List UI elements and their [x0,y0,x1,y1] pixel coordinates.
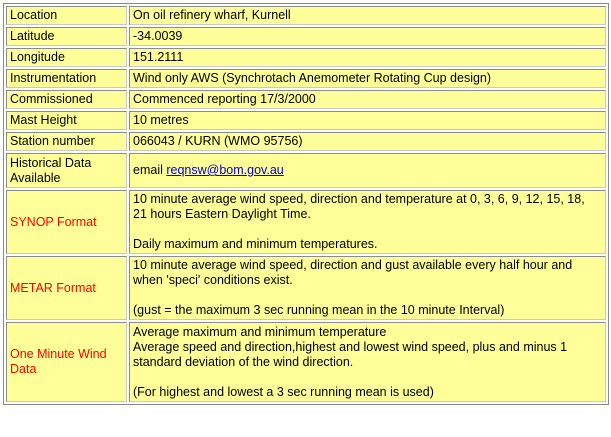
metar-line-1: 10 minute average wind speed, direction and gust available every half hour and when 'speci' conditions exist. [133,258,573,287]
one-minute-line-2: Average speed and direction,highest and lowest wind speed, plus and minus 1 standard deviation of the wind direction. [133,339,568,369]
station-info-table [3,3,609,405]
synop-line-1: 10 minute average wind speed, direction and temperature at 0, 3, 6, 9, 12, 15, 18, 21 hours Eastern Daylight Time. [133,192,585,221]
metar-format-value [129,256,606,320]
one-minute-line-1: Average maximum and minimum temperature [133,324,387,339]
paragraph-gap [133,288,602,303]
email-link[interactable]: reqnsw@bom.gov.au [166,163,284,177]
paragraph-gap [133,370,602,385]
station-number-value: 066043 / KURN (WMO 95756) [129,132,606,151]
email-prefix: email [133,163,163,177]
synop-format-value [129,190,606,254]
metar-format-label: METAR Format [6,256,127,320]
table-row [6,90,606,109]
location-value: On oil refinery wharf, Kurnell [129,6,606,25]
table-row [6,27,606,46]
commissioned-value: Commenced reporting 17/3/2000 [129,90,606,109]
synop-line-2: Daily maximum and minimum temperatures. [133,237,378,251]
table-row [6,69,606,88]
metar-line-2: (gust = the maximum 3 sec running mean in the 10 minute Interval) [133,303,505,317]
table-row [6,256,606,320]
synop-format-label: SYNOP Format [6,190,127,254]
table-row [6,132,606,151]
instrumentation-value: Wind only AWS (Synchrotach Anemometer Rotating Cup design) [129,69,606,88]
one-minute-line-3: (For highest and lowest a 3 sec running mean is used) [133,384,434,399]
paragraph-gap [133,222,602,237]
table-row [6,153,606,188]
table-row [6,48,606,67]
historical-data-value [129,153,606,188]
table-row [6,190,606,254]
one-minute-wind-label: One Minute Wind Data [6,322,127,402]
instrumentation-label: Instrumentation [6,69,127,88]
latitude-value: -34.0039 [129,27,606,46]
one-minute-wind-value [129,322,606,402]
station-number-label: Station number [6,132,127,151]
table-row [6,111,606,130]
longitude-value: 151.2111 [129,48,606,67]
longitude-label: Longitude [6,48,127,67]
commissioned-label: Commissioned [6,90,127,109]
latitude-label: Latitude [6,27,127,46]
historical-data-label: Historical Data Available [6,153,127,188]
table-row [6,322,606,402]
table-row [6,6,606,25]
location-label: Location [6,6,127,25]
mast-height-value: 10 metres [129,111,606,130]
mast-height-label: Mast Height [6,111,127,130]
